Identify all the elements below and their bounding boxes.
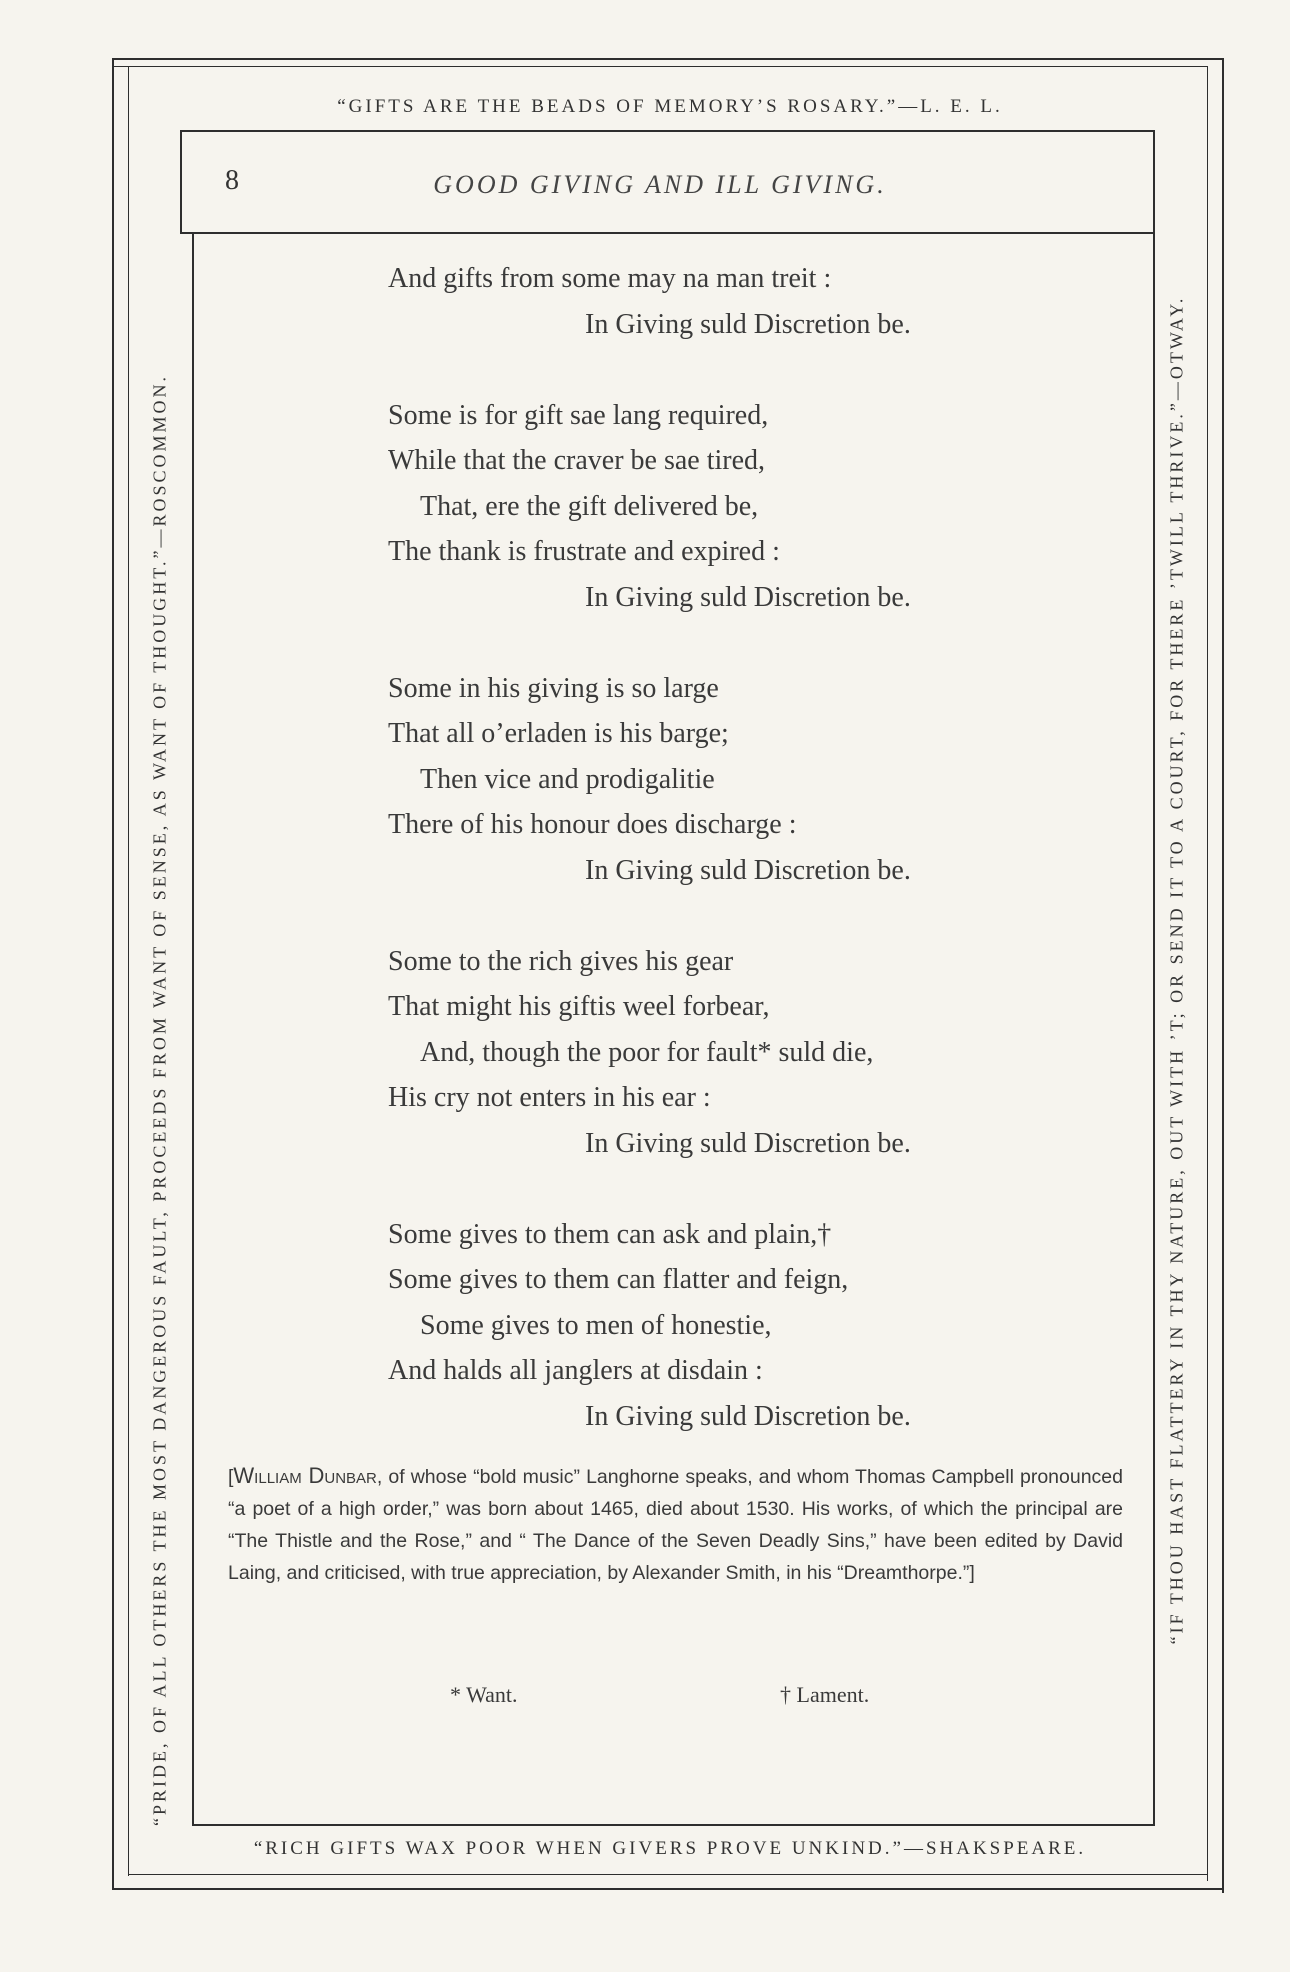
- poem-refrain: In Giving suld Discretion be.: [585, 581, 911, 613]
- outer-frame-left-rule-thin: [128, 66, 129, 1876]
- poem-line: While that the craver be sae tired,: [388, 445, 766, 476]
- poem-line: Some to the rich gives his gear: [388, 945, 734, 977]
- header-divider-rule: [180, 232, 1155, 234]
- poem-line: That, ere the gift delivered be,: [420, 490, 759, 522]
- outer-frame-bottom-rule-thin: [128, 1874, 1208, 1875]
- poem-line: Some gives to men of honestie,: [420, 1309, 772, 1341]
- poem-refrain: In Giving suld Discretion be.: [585, 1400, 911, 1432]
- text-frame-left-rule: [192, 234, 194, 1826]
- poem-refrain: In Giving suld Discretion be.: [585, 854, 911, 886]
- outer-frame-top-rule-thin: [112, 66, 1207, 67]
- poem-stanza: [388, 256, 1028, 347]
- poem-line: Some is for gift sae lang required,: [388, 399, 769, 431]
- running-head-title: GOOD GIVING AND ILL GIVING.: [433, 170, 887, 199]
- poem-line: That all o’erladen is his barge;: [388, 718, 729, 749]
- inner-frame-top-rule: [180, 130, 1155, 132]
- outer-frame-right-rule: [1222, 58, 1224, 1893]
- page-number: 8: [225, 165, 239, 196]
- poem-line: The thank is frustrate and expired :: [388, 536, 780, 567]
- poem-line: And, though the poor for fault* suld die,: [420, 1036, 874, 1068]
- left-border-quote-text: “PRIDE, OF ALL OTHERS THE MOST DANGEROUS FAULT, PROCEEDS FROM WANT OF SENSE, AS WANT OF THOUGHT.”—ROSCOMMON.: [149, 374, 170, 1826]
- inner-frame-right-rule-top: [1153, 130, 1155, 225]
- poem-line: And halds all janglers at disdain :: [388, 1355, 763, 1386]
- text-frame-bottom-rule: [192, 1824, 1155, 1826]
- poem-line: Some gives to them can ask and plain,†: [388, 1218, 832, 1250]
- poem-refrain: In Giving suld Discretion be.: [585, 308, 911, 340]
- outer-frame-right-rule-thin: [1207, 66, 1208, 1881]
- poem-line: Some gives to them can flatter and feign,: [388, 1264, 849, 1295]
- note-open-bracket: [: [228, 1466, 234, 1488]
- editorial-note: [228, 1460, 1123, 1589]
- poem-stanza: [388, 1212, 1028, 1440]
- inner-frame-left-rule: [180, 130, 182, 234]
- footnote-want: * Want.: [450, 1682, 518, 1707]
- poem-line: That might his giftis weel forbear,: [388, 991, 770, 1022]
- poem-stanza: [388, 939, 1028, 1167]
- top-border-quote: “GIFTS ARE THE BEADS OF MEMORY’S ROSARY.”—L. E. L.: [337, 96, 1003, 117]
- poem-refrain: In Giving suld Discretion be.: [585, 1127, 911, 1159]
- poem: [388, 256, 1028, 1485]
- poem-line: There of his honour does discharge :: [388, 809, 797, 840]
- text-frame-right-rule: [1153, 225, 1155, 1826]
- outer-frame-left-rule: [112, 58, 114, 1888]
- poem-line: His cry not enters in his ear :: [388, 1082, 711, 1113]
- poem-line: And gifts from some may na man treit :: [388, 263, 832, 294]
- poem-stanza: [388, 393, 1028, 621]
- poem-stanza: [388, 666, 1028, 894]
- poem-line: Then vice and prodigalitie: [420, 763, 715, 795]
- footnote-lament: † Lament.: [780, 1682, 870, 1707]
- note-author: William Dunbar: [233, 1463, 377, 1488]
- bottom-border-quote: “RICH GIFTS WAX POOR WHEN GIVERS PROVE UNKIND.”—SHAKSPEARE.: [253, 1838, 1087, 1859]
- outer-frame-top-rule: [112, 58, 1222, 60]
- right-border-quote-text: “IF THOU HAST FLATTERY IN THY NATURE, OUT WITH ’T; OR SEND IT TO A COURT, FOR THERE ’TWILL THRIVE.”—OTWAY.: [1166, 295, 1187, 1645]
- note-text: , of whose “bold music” Langhorne speaks, and whom Thomas Campbell pronounced “a poet of a high order,” was born about 1465, died about 1530. His works, of which the principal are “The Thistle and the Rose,” and “ The Dance of the Seven Deadly Sins,” have been edited by David Laing, and criticised, with true appreciation, by Alexander Smith, in his “Dreamthorpe.”]: [228, 1466, 1123, 1584]
- outer-frame-bottom-rule: [112, 1888, 1224, 1890]
- poem-line: Some in his giving is so large: [388, 672, 719, 704]
